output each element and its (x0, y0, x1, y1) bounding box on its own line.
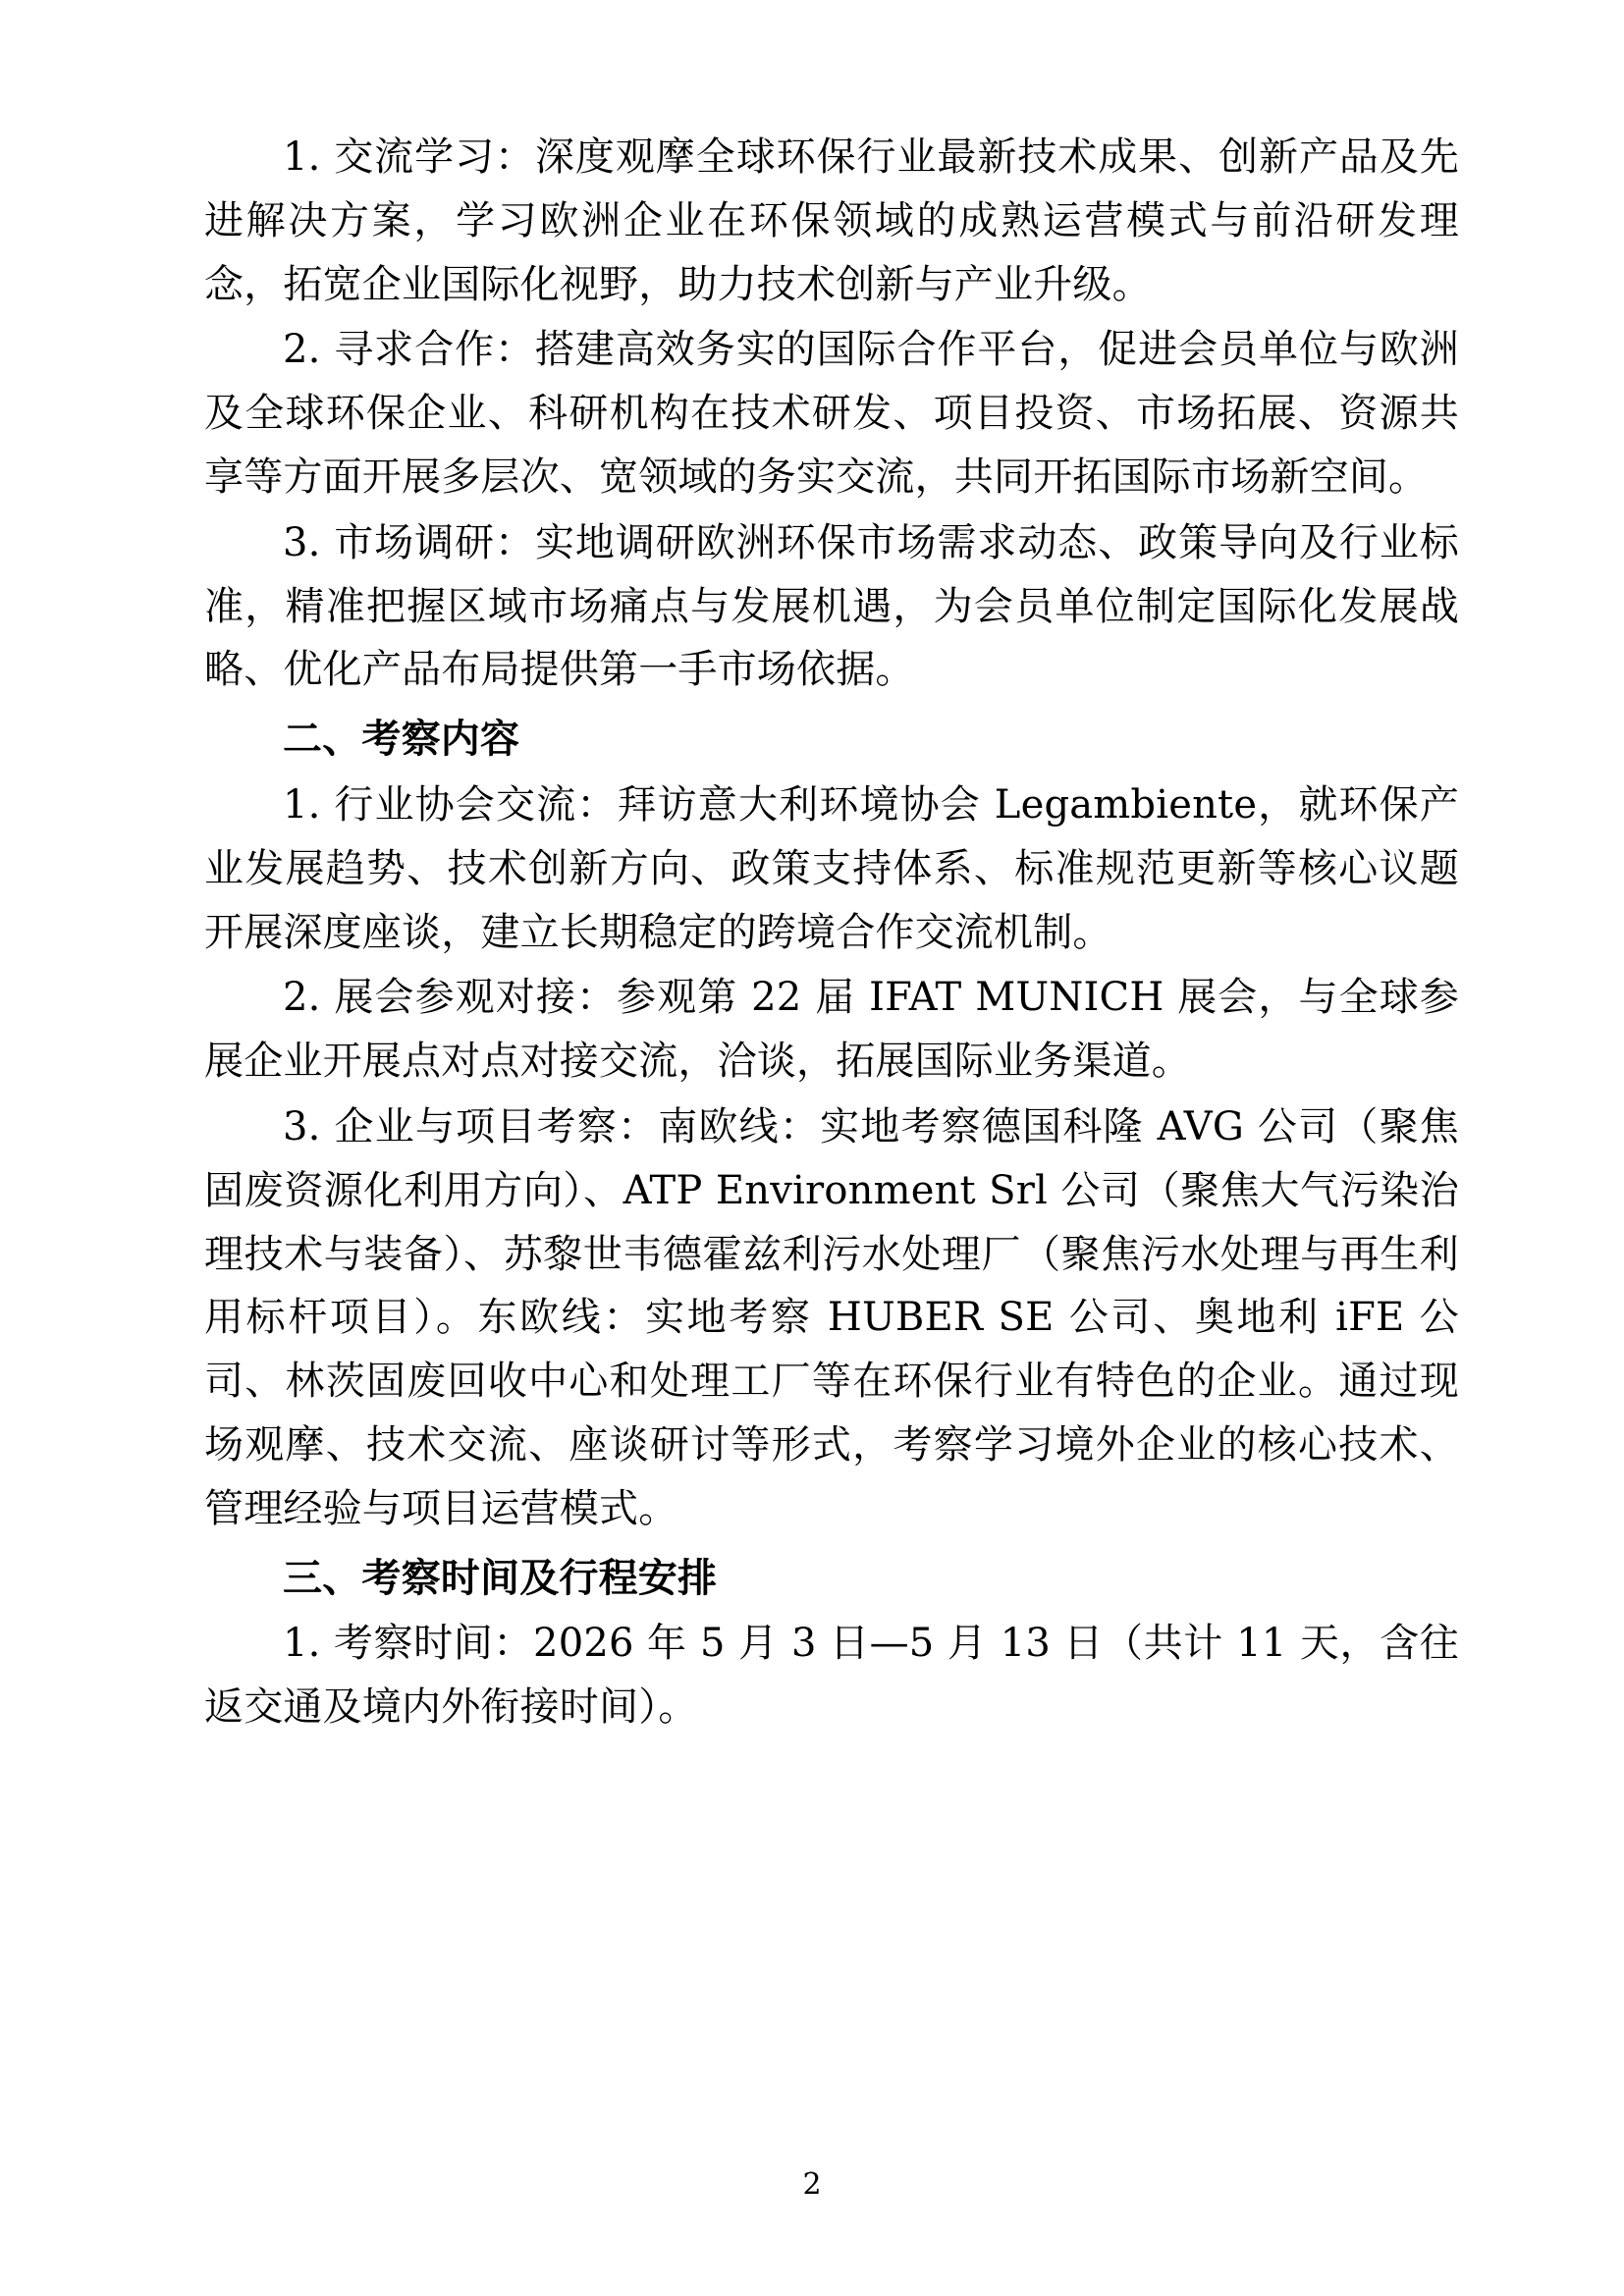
paragraph-objective-1: 1. 交流学习：深度观摩全球环保行业最新技术成果、创新产品及先进解决方案，学习欧洲企业在环保领域的成熟运营模式与前沿研发理念，拓宽企业国际化视野，助力技术创新与产业升级。 (204, 134, 1459, 307)
paragraph-content-2: 2. 展会参观对接：参观第 22 届 IFAT MUNICH 展会，与全球参展企业开展点对点对接交流，洽谈，拓展国际业务渠道。 (204, 975, 1459, 1085)
page-number: 2 (802, 2167, 822, 2202)
section-heading-three: 三、考察时间及行程安排 (283, 1554, 718, 1601)
document-body (204, 126, 1459, 1739)
section-heading-two: 二、考察内容 (283, 716, 520, 763)
paragraph-schedule-1: 1. 考察时间：2026 年 5 月 3 日—5 月 13 日（共计 11 天，含往返交通及境内外衔接时间）。 (204, 1621, 1459, 1731)
paragraph-content-3: 3. 企业与项目考察：南欧线：实地考察德国科隆 AVG 公司（聚焦固废资源化利用方向）、ATP Environment Srl 公司（聚焦大气污染治理技术与装备）、苏黎世韦德霍兹利污水处理厂（聚焦污水处理与再生利用标杆项目）。东欧线：实地考察 HUBER SE 公司、奥地利 iFE 公司、林茨固废回收中心和处理工厂等在环保行业有特色的企业。通过现场观摩、技术交流、座谈研讨等形式，考察学习境外企业的核心技术、管理经验与项目运营模式。 (204, 1103, 1459, 1531)
paragraph-objective-2: 2. 寻求合作：搭建高效务实的国际合作平台，促进会员单位与欧洲及全球环保企业、科研机构在技术研发、项目投资、市场拓展、资源共享等方面开展多层次、宽领域的务实交流，共同开拓国际市场新空间。 (204, 327, 1459, 500)
paragraph-objective-3: 3. 市场调研：实地调研欧洲环保市场需求动态、政策导向及行业标准，精准把握区域市场痛点与发展机遇，为会员单位制定国际化发展战略、优化产品布局提供第一手市场依据。 (204, 519, 1459, 693)
paragraph-content-1: 1. 行业协会交流：拜访意大利环境协会 Legambiente，就环保产业发展趋势、技术创新方向、政策支持体系、标准规范更新等核心议题开展深度座谈，建立长期稳定的跨境合作交流机制。 (204, 781, 1459, 955)
